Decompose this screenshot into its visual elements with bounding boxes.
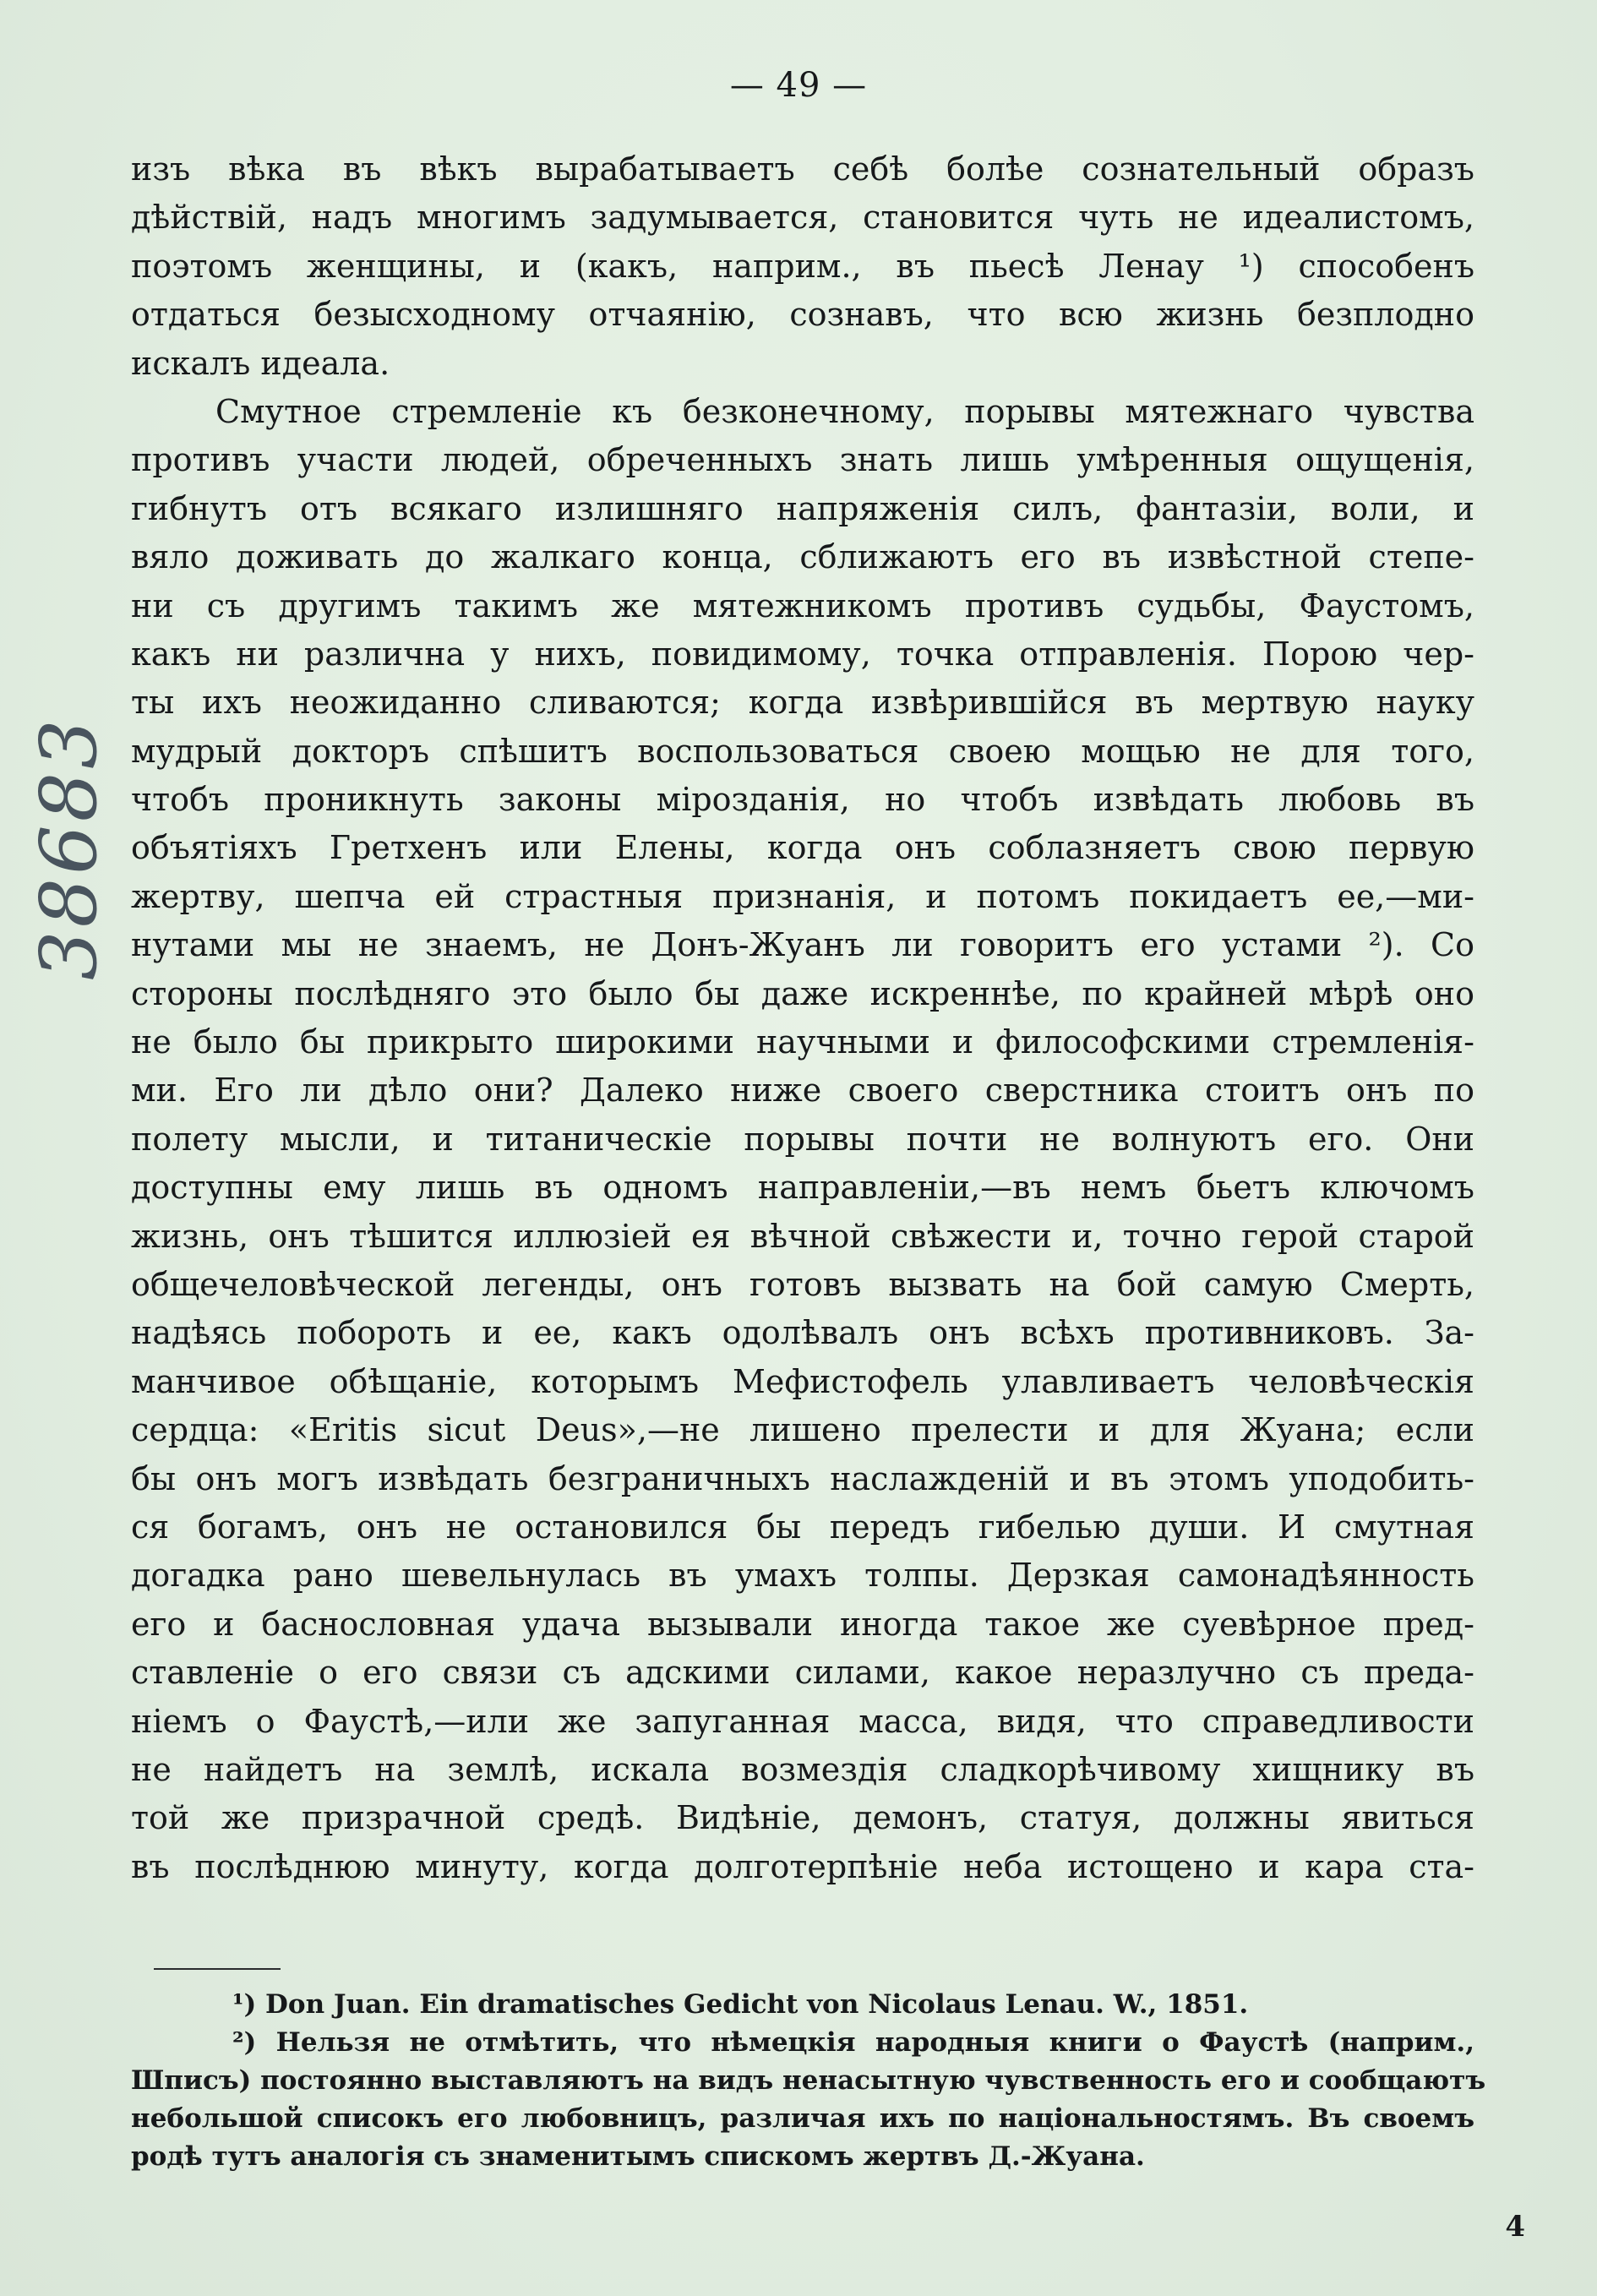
text-line: гибнутъ отъ всякаго излишняго напряженія силъ, фантазіи, воли, и [131,489,1474,527]
text-line: искалъ идеала. [131,344,390,382]
text-line: не найдетъ на землѣ, искала возмездія сладкорѣчивому хищнику въ [131,1750,1474,1788]
text-line: бы онъ могъ извѣдать безграничныхъ наслажденій и въ этомъ уподобить- [131,1459,1474,1497]
text-line: ніемъ о Фаустѣ,—или же запуганная масса, видя, что справедливости [131,1702,1474,1740]
text-line: стороны послѣдняго это было бы даже искреннѣе, по крайней мѣрѣ оно [131,974,1474,1012]
text-line: его и баснословная удача вызывали иногда такое же суевѣрное пред- [131,1605,1474,1643]
footnote-2-line: родѣ тутъ аналогія съ знаменитымъ спискомъ жертвъ Д.-Жуана. [131,2141,1145,2172]
footnote-2-line: ²) Нельзя не отмѣтить, что нѣмецкія народныя книги о Фаустѣ (наприм., [232,2027,1474,2058]
text-line: вяло доживать до жалкаго конца, сближаютъ его въ извѣстной степе- [131,538,1474,576]
text-line: поэтомъ женщины, и (какъ, наприм., въ пьесѣ Ленау ¹) способенъ [131,247,1474,285]
signature-mark: 4 [1505,2210,1525,2244]
text-line: дѣйствій, надъ многимъ задумывается, становится чуть не идеалистомъ, [131,199,1474,237]
text-line: чтобъ проникнуть законы мірозданія, но чтобъ извѣдать любовь въ [131,781,1474,819]
footnote-divider [154,1968,281,1970]
text-line: жизнь, онъ тѣшится иллюзіей ея вѣчной свѣжести и, точно герой старой [131,1217,1474,1255]
text-line: объятіяхъ Гретхенъ или Елены, когда онъ соблазняетъ свою первую [131,829,1474,867]
text-line: мудрый докторъ спѣшитъ воспользоваться своею мощью не для того, [131,732,1474,770]
text-line: нутами мы не знаемъ, не Донъ-Жуанъ ли говоритъ его устами ²). Со [131,926,1474,964]
text-line: догадка рано шевельнулась въ умахъ толпы. Дерзкая самонадѣянность [131,1557,1474,1595]
text-line: Смутное стремленіе къ безконечному, порывы мятежнаго чувства [215,392,1474,430]
text-line: общечеловѣческой легенды, онъ готовъ вызвать на бой самую Смерть, [131,1265,1474,1303]
text-line: сердца: «Eritis sicut Deus»,—не лишено прелести и для Жуана; если [131,1411,1474,1449]
text-line: ся богамъ, онъ не остановился бы передъ гибелью души. И смутная [131,1508,1474,1546]
footnote-2-line: небольшой списокъ его любовницъ, различая ихъ по національностямъ. Въ своемъ [131,2103,1474,2134]
text-line: изъ вѣка въ вѣкъ вырабатываетъ себѣ болѣе сознательный образъ [131,150,1474,188]
text-line: ты ихъ неожиданно сливаются; когда извѣрившійся въ мертвую науку [131,684,1474,722]
text-line: той же призрачной средѣ. Видѣніе, демонъ, статуя, должны явиться [131,1799,1474,1837]
text-line: не было бы прикрыто широкими научными и философскими стремленія- [131,1023,1474,1061]
text-line: въ послѣднюю минуту, когда долготерпѣніе неба истощено и кара ста- [131,1847,1474,1885]
handwritten-archive-number: 38683 [24,716,114,980]
body-text [131,145,1474,1891]
text-line: какъ ни различна у нихъ, повидимому, точка отправленія. Порою чер- [131,635,1474,673]
text-line: ни съ другимъ такимъ же мятежникомъ противъ судьбы, Фаустомъ, [131,586,1474,624]
text-line: надѣясь побороть и ее, какъ одолѣвалъ онъ всѣхъ противниковъ. За- [131,1314,1474,1352]
page-number: — 49 — [729,66,868,105]
text-line: жертву, шепча ей страстныя признанія, и потомъ покидаетъ ее,—ми- [131,877,1474,915]
text-line: доступны ему лишь въ одномъ направленіи,—въ немъ бьетъ ключомъ [131,1169,1474,1207]
text-line: ми. Его ли дѣло они? Далеко ниже своего сверстника стоитъ онъ по [131,1072,1474,1110]
text-line: полету мысли, и титаническіе порывы почти не волнуютъ его. Они [131,1120,1474,1158]
footnotes [131,1986,1486,2176]
text-line: ставленіе о его связи съ адскими силами, какое неразлучно съ преда- [131,1654,1474,1692]
text-line: отдаться безысходному отчаянію, сознавъ, что всю жизнь безплодно [131,296,1474,334]
footnote-2-line: Шписъ) постоянно выставляютъ на видъ ненасытную чувственность его и сообщаютъ [131,2065,1486,2096]
text-line: манчивое обѣщаніе, которымъ Мефистофель улавливаетъ человѣческія [131,1362,1474,1400]
footnote-1: ¹) Don Juan. Ein dramatisches Gedicht von Nicolaus Lenau. W., 1851. [232,1989,1249,2020]
text-line: противъ участи людей, обреченныхъ знать лишь умѣренныя ощущенія, [131,441,1474,479]
